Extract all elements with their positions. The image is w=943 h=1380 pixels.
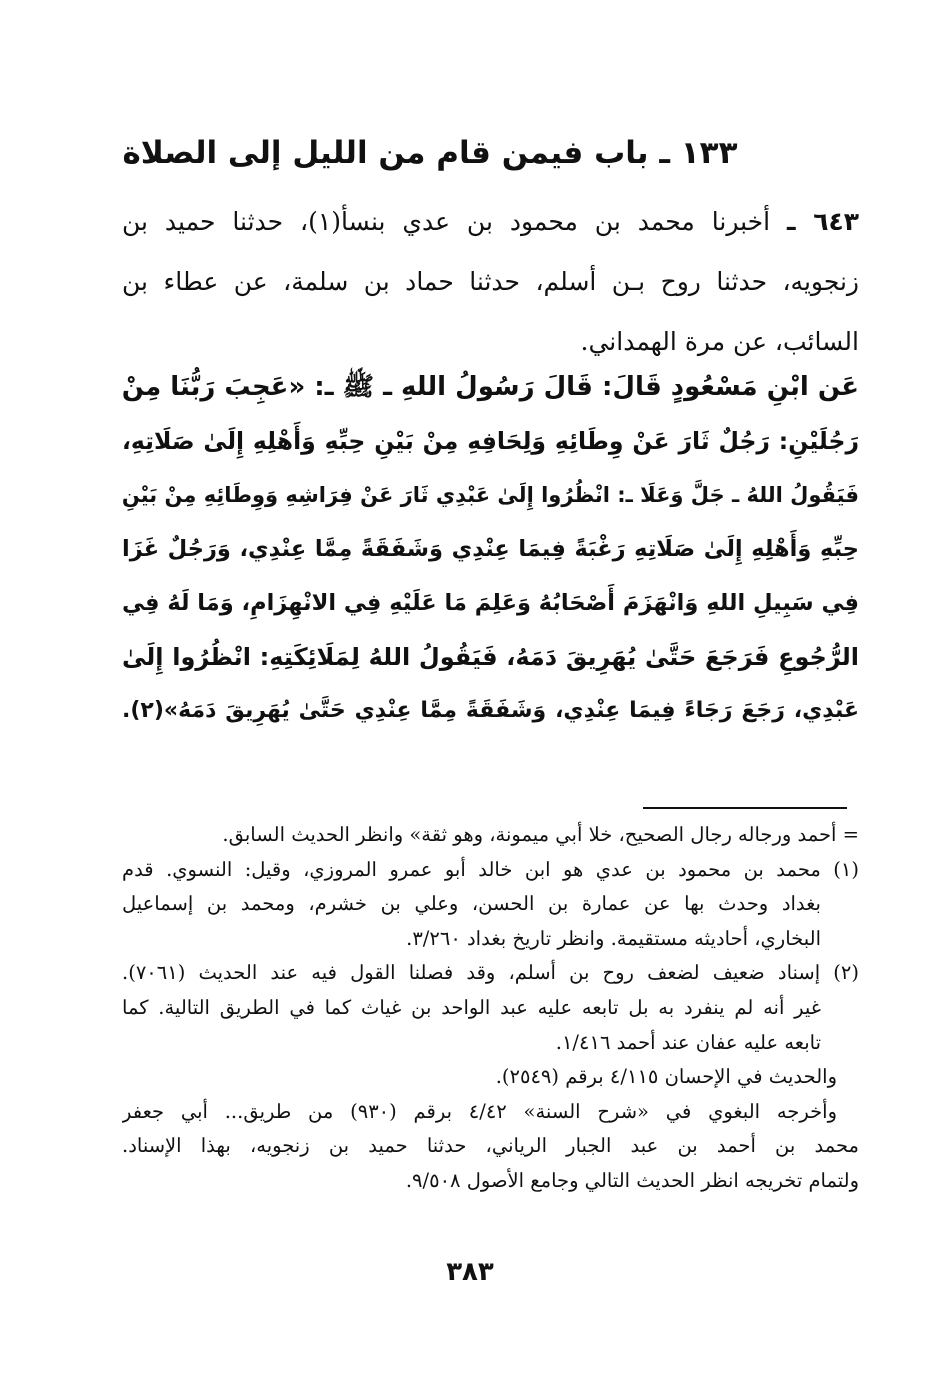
matn-line: فِي سَبِيلِ اللهِ وَانْهَزَمَ أَصْحَابُهُ وَعَلِمَ مَا عَلَيْهِ فِي الانْهِزَامِ، وَمَا لَهُ فِي — [122, 590, 859, 616]
footnote-separator — [643, 807, 847, 809]
matn-line: الرُّجُوعِ فَرَجَعَ حَتَّىٰ يُهَرِيقَ دَمَهُ، فَيَقُولُ اللهُ لِمَلَائِكَتِهِ: انْظُرُوا إِلَىٰ — [122, 643, 859, 671]
isnad-line — [122, 192, 859, 252]
footnote-line: (٢) إسناد ضعيف لضعف روح بن أسلم، وقد فصلنا القول فيه عند الحديث (٧٠٦١). — [122, 961, 859, 985]
matn-paragraph — [122, 360, 859, 738]
chapter-heading: ١٣٣ ـ باب فيمن قام من الليل إلى الصلاة — [122, 135, 738, 171]
matn-line: عَبْدِي، رَجَعَ رَجَاءً فِيمَا عِنْدِي، وَشَفَقَةً مِمَّا عِنْدِي حَتَّىٰ يُهَرِيقَ دَمَهُ»(٢). — [122, 698, 859, 723]
footnote-line: محمد بن أحمد بن عبد الجبار الرياني، حدثنا حميد بن زنجويه، بهذا الإسناد. — [122, 1134, 859, 1158]
footnotes — [122, 818, 859, 1199]
footnote-line: تابعه عليه عفان عند أحمد ١/٤١٦. — [555, 1030, 821, 1054]
footnote-line: وأخرجه البغوي في «شرح السنة» ٤/٤٢ برقم (٩٣٠) من طريق... أبي جعفر — [122, 1099, 837, 1123]
matn-line: عَن ابْنِ مَسْعُودٍ قَالَ: قَالَ رَسُولُ اللهِ ـ ﷺ ـ: «عَجِبَ رَبُّنَا مِنْ — [122, 372, 859, 402]
isnad-line-text: أخبرنا محمد بن محمود بن عدي بنسأ(١)، حدثنا حميد بن — [122, 207, 771, 236]
footnote-line: والحديث في الإحسان ٤/١١٥ برقم (٢٥٤٩). — [495, 1065, 837, 1089]
matn-line: رَجُلَيْنِ: رَجُلٌ ثَارَ عَنْ وِطَائِهِ وَلِحَافِهِ مِنْ بَيْنِ حِبِّهِ وَأَهْلِهِ إِلَىٰ صَلَاتِهِ، — [122, 427, 859, 455]
isnad-line: زنجويه، حدثنا روح بـن أسلم، حدثنا حماد بن سلمة، عن عطاء بن — [122, 267, 859, 296]
footnote-line: البخاري، أحاديثه مستقيمة. وانظر تاريخ بغداد ٣/٢٦٠. — [406, 926, 821, 950]
page-number: ٣٨٣ — [446, 1257, 494, 1287]
matn-line: حِبِّهِ وَأَهْلِهِ إِلَىٰ صَلَاتِهِ رَغْبَةً فِيمَا عِنْدِي وَشَفَقَةً مِمَّا عِنْدِي، وَرَجُلٌ غَزَا — [122, 536, 859, 562]
footnote-line: غير أنه لم ينفرد به بل تابعه عليه عبد الواحد بن غياث كما في الطريق التالية. كما — [122, 995, 821, 1019]
footnote-line: = أحمد ورجاله رجال الصحيح، خلا أبي ميمونة، وهو ثقة» وانظر الحديث السابق. — [222, 823, 859, 846]
hadith-number: ٦٤٣ ـ — [787, 207, 859, 236]
matn-line: فَيَقُولُ اللهُ ـ جَلَّ وَعَلَا ـ: انْظُرُوا إِلَىٰ عَبْدِي ثَارَ عَنْ فِرَاشِهِ وَوِطَائِهِ مِنْ بَيْنِ — [122, 483, 859, 507]
footnote-line: ولتمام تخريجه انظر الحديث التالي وجامع الأصول ٩/٥٠٨. — [405, 1168, 859, 1192]
footnote-line: بغداد وحدث بها عن عمارة بن الحسن، وعلي بن خشرم، ومحمد بن إسماعيل — [122, 892, 821, 916]
footnote-line: (١) محمد بن محمود بن عدي هو ابن خالد أبو عمرو المروزي، وقيل: النسوي. قدم — [122, 857, 859, 881]
isnad-paragraph — [122, 192, 859, 372]
isnad-line: السائب، عن مرة الهمداني. — [580, 327, 859, 356]
